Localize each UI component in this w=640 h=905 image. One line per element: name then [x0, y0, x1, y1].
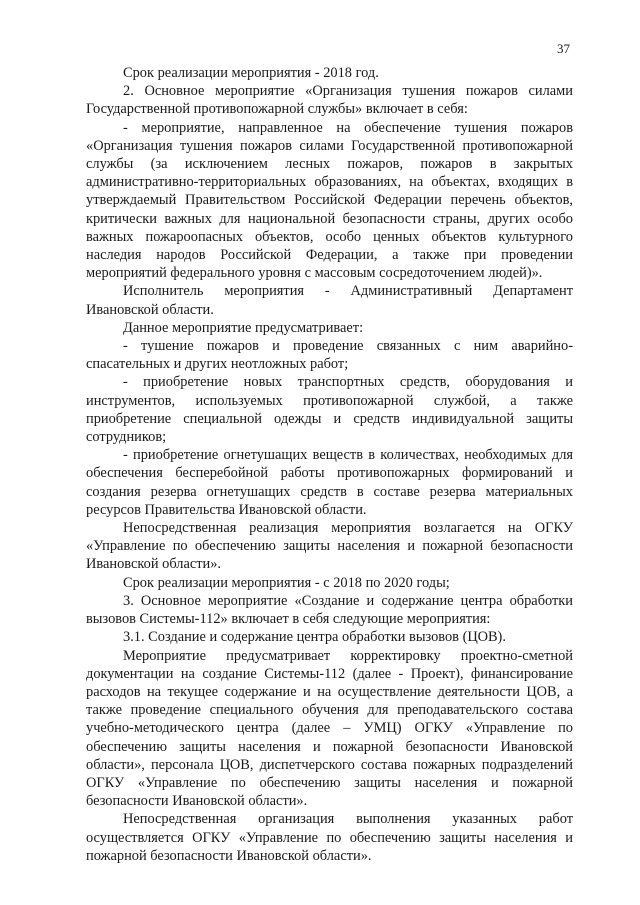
- document-body: [86, 64, 573, 865]
- paragraph-main-activity-2: 2. Основное мероприятие «Организация тушения пожаров силами Государственной противопожарной службы» включает в себя:: [86, 83, 573, 118]
- paragraph-rescue-works: - тушение пожаров и проведение связанных с ним аварийно-спасательных и других неотложных работ;: [86, 338, 573, 373]
- paragraph-implementation-ogku: Непосредственная реализация мероприятия возлагается на ОГКУ «Управление по обеспечению защиты населения и пожарной безопасности Ивановской области».: [86, 520, 573, 573]
- paragraph-executor: Исполнитель мероприятия - Административный Департамент Ивановской области.: [86, 283, 573, 318]
- paragraph-extinguishing-agents: - приобретение огнетушащих веществ в количествах, необходимых для обеспечения бесперебойной работы противопожарных формирований и создания резерва огнетушащих средств в составе резерва материальных ресурсов Правительства Ивановской области.: [86, 447, 573, 518]
- paragraph-fire-extinguishing: - мероприятие, направленное на обеспечение тушения пожаров «Организация тушения пожаров силами Государственной противопожарной службы (за исключением лесных пожаров, пожаров в закрытых административно-территориальных образованиях, на объектах, входящих в утверждаемый Правительством Российской Федерации перечень объектов, критически важных для национальной безопасности страны, других особо важных пожароопасных объектов, особо ценных объектов культурного наследия народов Российской Федерации, а также при проведении мероприятий федерального уровня с массовым сосредоточением людей)».: [86, 119, 573, 282]
- paragraph-deadline-2018-2020: Срок реализации мероприятия - с 2018 по 2020 годы;: [123, 574, 450, 591]
- paragraph-vehicles-equipment: - приобретение новых транспортных средств, оборудования и инструментов, используемых противопожарной службой, а также приобретение специальной одежды и средств индивидуальной защиты сотрудников;: [86, 374, 573, 446]
- paragraph-cov-details: Мероприятие предусматривает корректировку проектно-сметной документации на создание Системы-112 (далее - Проект), финансирование расходов на текущее содержание и на осуществление деятельности ЦОВ, а также проведение специального обучения для преподавательского состава учебно-методического центра (далее – УМЦ) ОГКУ «Управление по обеспечению защиты населения и пожарной безопасности Ивановской области», персонала ЦОВ, диспетчерского состава пожарных подразделений ОГКУ «Управление по обеспечению защиты населения и пожарной безопасности Ивановской области».: [86, 647, 573, 810]
- paragraph-main-activity-3: 3. Основное мероприятие «Создание и содержание центра обработки вызовов Системы-112» включает в себя следующие мероприятия:: [86, 592, 573, 628]
- paragraph-provides: Данное мероприятие предусматривает:: [123, 319, 364, 336]
- paragraph-activity-3-1: 3.1. Создание и содержание центра обработки вызовов (ЦОВ).: [123, 629, 506, 646]
- paragraph-deadline-2018: Срок реализации мероприятия - 2018 год.: [123, 65, 379, 81]
- page-number: 37: [557, 41, 570, 56]
- paragraph-organization: Непосредственная организация выполнения указанных работ осуществляется ОГКУ «Управление по обеспечению защиты населения и пожарной безопасности Ивановской области».: [86, 811, 573, 864]
